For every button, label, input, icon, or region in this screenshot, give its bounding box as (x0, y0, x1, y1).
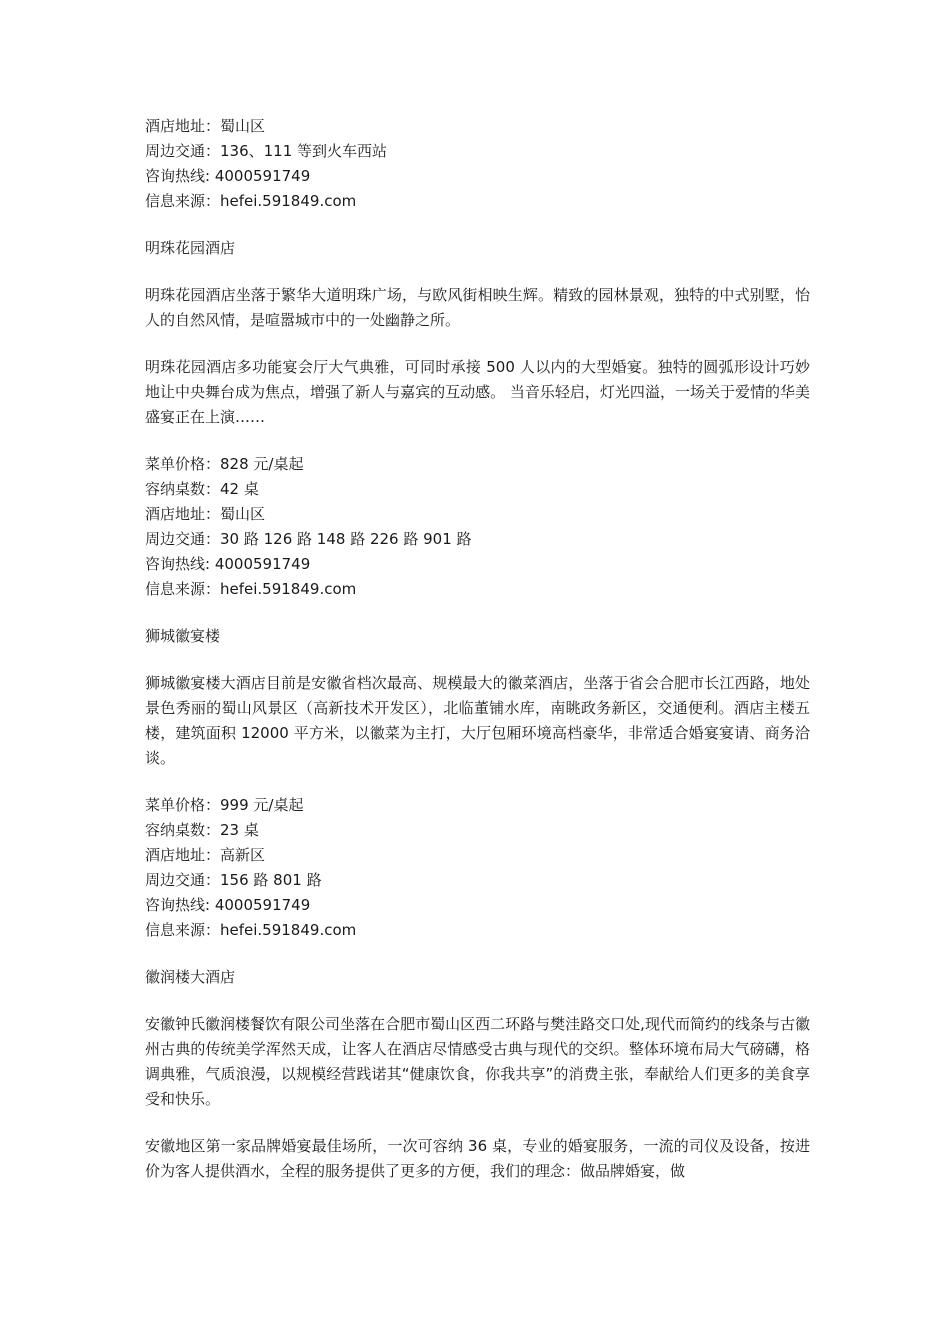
menu-price: 菜单价格：828 元/桌起 (145, 455, 304, 473)
hotel-traffic: 周边交通：136、111 等到火车西站 (145, 142, 388, 160)
hotel-description: 安徽地区第一家品牌婚宴最佳场所，一次可容纳 36 桌，专业的婚宴服务，一流的司仪及设备，按进价为客人提供酒水，全程的服务提供了更多的方便，我们的理念：做品牌婚宴，做 (145, 1137, 810, 1180)
table-capacity: 容纳桌数：23 桌 (145, 821, 259, 839)
info-source: 信息来源：hefei.591849.com (145, 921, 357, 939)
hotel-title-shicheng: 狮城徽宴楼 (145, 627, 221, 645)
hotel-hotline: 咨询热线: 4000591749 (145, 896, 311, 914)
menu-price: 菜单价格：999 元/桌起 (145, 796, 304, 814)
document-page (145, 114, 810, 1184)
hotel-traffic: 周边交通：30 路 126 路 148 路 226 路 901 路 (145, 530, 472, 548)
hotel-hotline: 咨询热线: 4000591749 (145, 167, 311, 185)
hotel-traffic: 周边交通：156 路 801 路 (145, 871, 322, 889)
hotel-description: 明珠花园酒店坐落于繁华大道明珠广场，与欧风街相映生辉。精致的园林景观，独特的中式别墅，怡人的自然风情，是喧嚣城市中的一处幽静之所。 (145, 286, 810, 329)
info-source: 信息来源：hefei.591849.com (145, 580, 357, 598)
hotel-description: 狮城徽宴楼大酒店目前是安徽省档次最高、规模最大的徽菜酒店，坐落于省会合肥市长江西路，地处景色秀丽的蜀山风景区（高新技术开发区），北临董铺水库，南眺政务新区，交通便利。酒店主楼五楼，建筑面积 12000 平方米，以徽菜为主打，大厅包厢环境高档豪华，非常适合婚宴宴请、商务洽谈。 (145, 674, 810, 767)
hotel-address: 酒店地址：高新区 (145, 846, 266, 864)
hotel-title-huirun: 徽润楼大酒店 (145, 968, 236, 986)
hotel-title-mingzhu: 明珠花园酒店 (145, 239, 236, 257)
info-source: 信息来源：hefei.591849.com (145, 192, 357, 210)
hotel-address: 酒店地址：蜀山区 (145, 117, 266, 135)
hotel-address: 酒店地址：蜀山区 (145, 505, 266, 523)
hotel-description: 明珠花园酒店多功能宴会厅大气典雅，可同时承接 500 人以内的大型婚宴。独特的圆弧形设计巧妙地让中央舞台成为焦点，增强了新人与嘉宾的互动感。 当音乐轻启，灯光四溢，一场关于爱情的华美盛宴正在上演…… (145, 358, 810, 426)
hotel-hotline: 咨询热线: 4000591749 (145, 555, 311, 573)
hotel-description: 安徽钟氏徽润楼餐饮有限公司坐落在合肥市蜀山区西二环路与樊洼路交口处,现代而简约的线条与古徽州古典的传统美学浑然天成，让客人在酒店尽情感受古典与现代的交织。整体环境布局大气磅礴，格调典雅，气质浪漫，以规模经营践诺其“健康饮食，你我共享”的消费主张，奉献给人们更多的美食享受和快乐。 (145, 1015, 810, 1108)
table-capacity: 容纳桌数：42 桌 (145, 480, 259, 498)
